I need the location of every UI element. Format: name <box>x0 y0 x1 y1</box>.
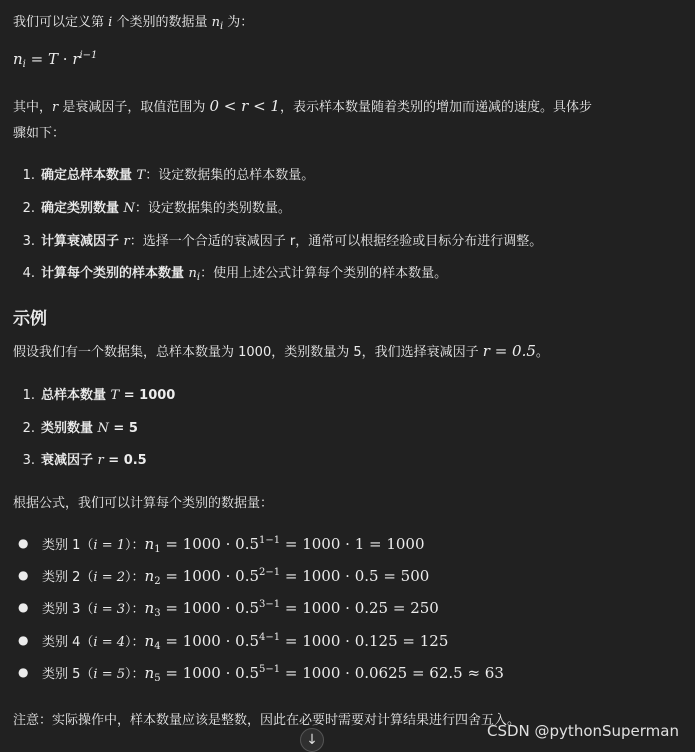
scroll-down-button[interactable] <box>300 728 324 752</box>
calc-label: 类别 3（ <box>42 602 94 617</box>
calc-item <box>42 566 429 587</box>
explain-text-1: 其中， <box>13 100 53 115</box>
step-item <box>13 262 447 283</box>
calc-n-sub: 5 <box>154 673 161 684</box>
main-formula <box>13 50 97 70</box>
calc-expr-a: = 1000 · 0.5 <box>160 535 259 553</box>
step-var-sub: i <box>196 272 201 283</box>
example-item-number: 1. <box>22 388 35 403</box>
step-item <box>13 230 542 249</box>
step-item <box>13 197 291 216</box>
var-n: n <box>211 15 220 30</box>
example-item-value: = 1000 <box>119 388 176 403</box>
calc-expr-a: = 1000 · 0.5 <box>160 567 259 585</box>
example-item <box>13 384 175 403</box>
calc-n: n <box>144 664 155 682</box>
calc-n-sub: 1 <box>154 544 161 555</box>
example-item-value: = 0.5 <box>103 453 147 468</box>
formula-T: T <box>47 50 58 68</box>
calc-expr-b: = 1000 · 0.5 = 500 <box>280 567 430 585</box>
calc-item <box>42 631 448 652</box>
example-item-var: r <box>97 453 104 468</box>
example-item <box>13 449 147 468</box>
calc-n: n <box>144 599 155 617</box>
calc-n: n <box>144 567 155 585</box>
bullet-icon: ● <box>18 600 29 614</box>
step-number: 1. <box>22 168 35 183</box>
explain-line-1 <box>13 96 592 115</box>
calc-item <box>42 534 425 555</box>
bullet-icon: ● <box>18 633 29 647</box>
calc-close: ）： <box>125 570 145 585</box>
example-intro-text: 假设我们有一个数据集，总样本数量为 1000，类别数量为 5，我们选择衰减因子 <box>13 345 483 360</box>
formula-dot: · <box>58 50 73 68</box>
formula-r: r <box>72 50 80 68</box>
var-i: i <box>108 15 113 30</box>
step-var: T <box>136 168 146 183</box>
intro-text-mid: 个类别的数据量 <box>112 15 212 30</box>
calc-index: i = 4 <box>93 635 125 650</box>
formula-eq: = <box>25 50 48 68</box>
calc-exp: 2−1 <box>259 567 281 578</box>
calc-exp: 3−1 <box>259 599 281 610</box>
example-intro-eq: r = 0.5 <box>482 342 536 360</box>
step-var: n <box>188 266 197 281</box>
calc-close: ）： <box>125 538 145 553</box>
calc-label: 类别 2（ <box>42 570 94 585</box>
step-desc: ：设定数据集的总样本数量。 <box>145 168 315 183</box>
var-n-sub: i <box>219 21 224 32</box>
step-var: N <box>123 201 135 216</box>
calc-n: n <box>144 535 155 553</box>
calc-label: 类别 5（ <box>42 667 94 682</box>
watermark: CSDN @pythonSuperman <box>487 722 679 740</box>
calc-index: i = 5 <box>93 667 125 682</box>
calc-expr-b: = 1000 · 0.25 = 250 <box>280 599 439 617</box>
step-number: 3. <box>22 234 35 249</box>
calc-exp: 1−1 <box>259 535 281 546</box>
calc-close: ）： <box>125 667 145 682</box>
example-heading: 示例 <box>13 309 47 329</box>
arrow-down-icon: ↓ <box>306 732 318 748</box>
calc-expr-a: = 1000 · 0.5 <box>160 632 259 650</box>
calc-close: ）： <box>125 602 145 617</box>
calc-close: ）： <box>125 635 145 650</box>
calc-item <box>42 663 504 684</box>
calc-n-sub: 3 <box>154 608 161 619</box>
intro-text: 我们可以定义第 <box>13 15 109 30</box>
calc-lead: 根据公式，我们可以计算每个类别的数据量： <box>13 496 274 511</box>
step-title: 确定总样本数量 <box>41 168 137 183</box>
explain-var-r: r <box>52 100 59 115</box>
calc-item <box>42 598 439 619</box>
step-desc: ：设定数据集的类别数量。 <box>134 201 291 216</box>
formula-n: n <box>13 50 23 68</box>
step-title: 确定类别数量 <box>41 201 124 216</box>
calc-index: i = 2 <box>93 570 125 585</box>
step-item <box>13 164 314 183</box>
explain-text-3: ，表示样本数量随着类别的增加而递减的速度。具体步 <box>279 100 592 115</box>
calc-index: i = 3 <box>93 602 125 617</box>
bullet-icon: ● <box>18 665 29 679</box>
example-item-label: 类别数量 <box>41 421 98 436</box>
calc-index: i = 1 <box>93 538 125 553</box>
example-item-var: N <box>97 421 109 436</box>
step-desc: ：使用上述公式计算每个类别的样本数量。 <box>200 266 448 281</box>
formula-exp: i−1 <box>79 50 98 61</box>
explain-text-2: 是衰减因子，取值范围为 <box>58 100 210 115</box>
step-number: 4. <box>22 266 35 281</box>
bullet-icon: ● <box>18 568 29 582</box>
intro-line <box>13 11 253 32</box>
example-item-number: 2. <box>22 421 35 436</box>
calc-label: 类别 4（ <box>42 635 94 650</box>
example-intro <box>13 341 549 360</box>
calc-exp: 4−1 <box>259 632 281 643</box>
calc-expr-a: = 1000 · 0.5 <box>160 664 259 682</box>
example-item-label: 总样本数量 <box>41 388 111 403</box>
explain-text-4: 骤如下： <box>13 126 66 141</box>
calc-expr-a: = 1000 · 0.5 <box>160 599 259 617</box>
example-intro-end: 。 <box>535 345 549 360</box>
calc-expr-b: = 1000 · 0.0625 = 62.5 ≈ 63 <box>280 664 504 682</box>
intro-text-end: 为： <box>223 15 254 30</box>
calc-n: n <box>144 632 155 650</box>
bullet-icon: ● <box>18 536 29 550</box>
calc-n-sub: 4 <box>154 641 161 652</box>
calc-label: 类别 1（ <box>42 538 94 553</box>
calc-expr-b: = 1000 · 1 = 1000 <box>280 535 425 553</box>
note-text: 注意：实际操作中，样本数量应该是整数，因此在必要时需要对计算结果进行四舍五入。 <box>13 713 521 728</box>
example-item-var: T <box>110 388 120 403</box>
calc-exp: 5−1 <box>259 664 281 675</box>
step-number: 2. <box>22 201 35 216</box>
step-title: 计算衰减因子 <box>41 234 124 249</box>
step-desc: ：选择一个合适的衰减因子 r，通常可以根据经验或目标分布进行调整。 <box>129 234 543 249</box>
example-item-number: 3. <box>22 453 35 468</box>
example-item <box>13 417 138 436</box>
step-var: r <box>123 234 130 249</box>
formula-n-sub: i <box>22 59 26 70</box>
example-item-label: 衰减因子 <box>41 453 98 468</box>
example-item-value: = 5 <box>108 421 138 436</box>
calc-expr-b: = 1000 · 0.125 = 125 <box>280 632 449 650</box>
step-title: 计算每个类别的样本数量 <box>41 266 189 281</box>
calc-n-sub: 2 <box>154 576 161 587</box>
explain-range: 0 < r < 1 <box>209 97 280 115</box>
explain-line-2 <box>13 122 65 141</box>
